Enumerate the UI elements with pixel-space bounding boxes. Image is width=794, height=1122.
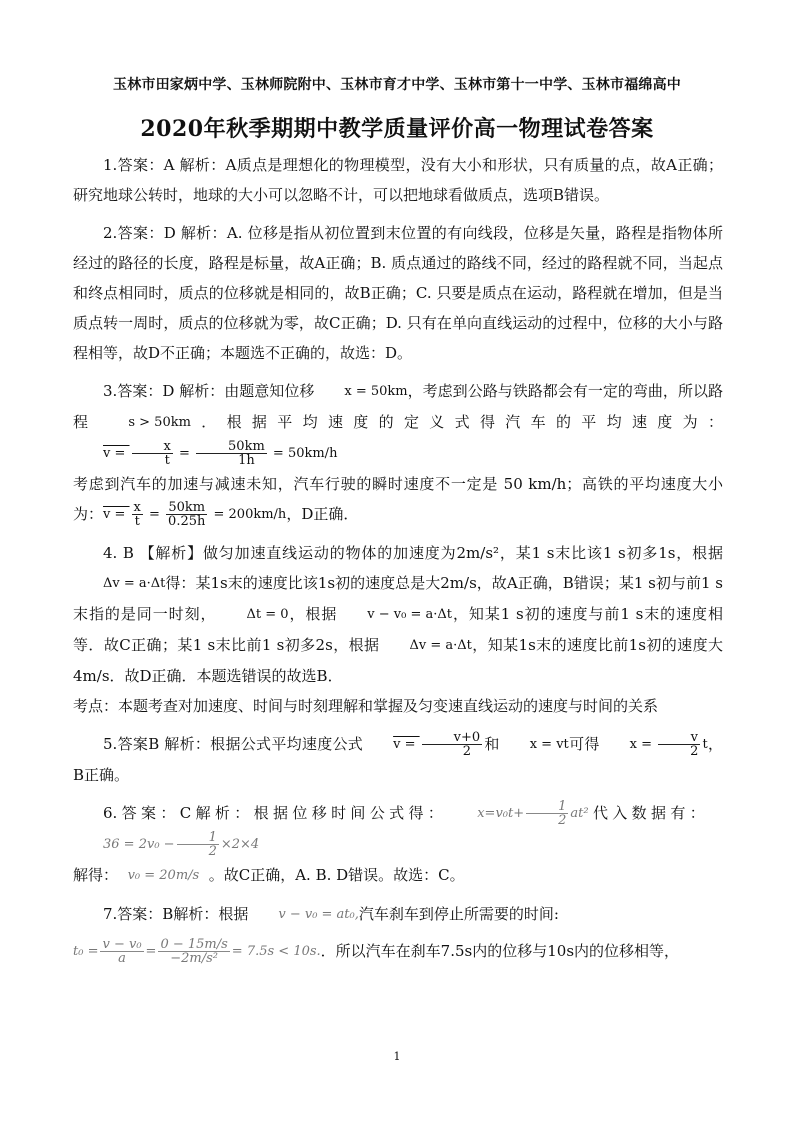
- formula-equals: =: [144, 507, 165, 522]
- formula-v0-result: v₀ = 20m/s: [127, 868, 200, 883]
- fraction-numerator: 50km: [166, 501, 207, 515]
- answer-6-text-4: 。故C正确，A. B. D错误。故选：C。: [208, 866, 465, 884]
- fraction-denominator: a: [118, 951, 126, 966]
- fraction: [158, 938, 229, 965]
- fraction-numerator: 50km: [196, 440, 267, 454]
- answer-6-text-1: 6.答案：C解析：根据位移时间公式得：: [103, 804, 448, 822]
- answer-4-text-3: ，根据: [288, 605, 338, 623]
- fraction-denominator: 2: [558, 813, 567, 828]
- fraction-numerator: 1: [526, 800, 568, 814]
- formula-equals: =: [174, 446, 195, 461]
- answer-7-text-3: ．所以汽车在刹车7.5s内的位移与10s内的位移相等，: [320, 942, 680, 960]
- answer-5-text-3: 可得: [568, 735, 600, 753]
- formula-delta-v: Δv = a·Δt: [103, 576, 166, 591]
- answer-5-text-4: ，B正确。: [73, 735, 723, 784]
- fraction-numerator: v: [658, 731, 700, 745]
- answer-6-continued: [73, 860, 723, 891]
- fraction-numerator: v+0: [422, 731, 483, 745]
- fraction-numerator: 0 − 15m/s: [160, 937, 228, 952]
- fraction: [526, 800, 568, 827]
- fraction-denominator: −2m/s²: [170, 951, 218, 966]
- answer-3-text-5: ，D正确．: [286, 505, 359, 523]
- formula-rail-avg-speed: [103, 500, 286, 530]
- answer-3-text-1: 3.答案：D 解析：由题意知位移: [103, 382, 315, 400]
- formula-stop-time: [73, 937, 321, 967]
- answer-3: [73, 376, 723, 469]
- fraction: [422, 731, 483, 758]
- formula-velocity-change: v − v₀ = a·Δt: [367, 607, 453, 622]
- fraction-denominator: 1h: [238, 453, 255, 468]
- fraction-numerator: 1: [177, 831, 219, 845]
- answer-4-kaodian: 考点：本题考查对加速度、时间与时刻理解和掌握及匀变速直线运动的速度与时间的关系: [73, 697, 659, 715]
- answer-body: [73, 150, 723, 967]
- formula-result: = 50km/h: [268, 446, 338, 461]
- formula-delta-t: Δt = 0: [246, 607, 289, 622]
- fraction: [196, 440, 267, 467]
- formula-rhs: t: [702, 737, 708, 752]
- fraction: [100, 938, 143, 965]
- answer-4-text-5: ，知某1s末的速度比前1s初的速度大4m/s．故D正确．本题选错误的故选B．: [73, 636, 723, 685]
- formula-v-v0-at0: v − v₀ = at₀,: [278, 907, 359, 922]
- fraction-denominator: 0.25h: [168, 514, 206, 529]
- answer-6-text-2: 代入数据有：: [588, 804, 710, 822]
- formula-lhs: x =: [629, 737, 657, 752]
- answer-7-text-1: 7.答案：B解析：根据: [103, 905, 249, 923]
- formula-displacement: x = 50km: [344, 384, 408, 399]
- formula-lhs: v =: [103, 446, 130, 461]
- formula-rhs: at²: [570, 806, 589, 821]
- formula-lhs: t₀ =: [73, 944, 99, 959]
- formula-delta-v-2: Δv = a·Δt: [409, 638, 472, 653]
- answer-5-text-1: 5.答案B 解析：根据公式平均速度公式: [103, 735, 364, 753]
- formula-rhs: ×2×4: [220, 837, 260, 852]
- answer-2: 2.答案：D 解析：A. 位移是指从初位置到末位置的有向线段，位移是矢量，路程是指物体所经过的路径的长度，路程是标量，故A正确；B. 质点通过的路线不同，经过的路程就不同，当起点和终点相同时，质点的位移就是相同的，故B正确；C. 只要是质点在运动，路程就在增加，但是当质点转一周时，质点的位移就为零，故C正确；D. 只有在单向直线运动的过程中，位移的大小与路程相等，故D不正确；本题选不正确的，故选：D。: [73, 224, 723, 362]
- fraction-denominator: 2: [690, 744, 699, 759]
- answer-3-text-3: ．根据平均速度的定义式得汽车的平均速度为：: [190, 413, 723, 431]
- formula-lhs: x=v₀t+: [477, 806, 525, 821]
- answer-4: [73, 538, 723, 691]
- formula-lhs: v =: [103, 507, 130, 522]
- formula-result: = 200km/h: [209, 507, 287, 522]
- answer-7-continued: [73, 936, 723, 967]
- answer-3-text-4: 考虑到汽车的加速与减速未知，汽车行驶的瞬时速度不一定是 50 km/h；高铁的平均速度大小为：: [73, 475, 723, 523]
- answer-4-text-1: 4. B 【解析】做匀加速直线运动的物体的加速度为2m/s²，某1 s末比该1 s初多1s，根据: [103, 544, 723, 562]
- formula-car-avg-speed: [73, 439, 337, 469]
- formula-lhs: v =: [393, 737, 420, 752]
- answer-5-text-2: 和: [484, 735, 500, 753]
- fraction: [132, 501, 143, 528]
- answer-6-text-3: 解得：: [73, 866, 119, 884]
- fraction: [177, 831, 219, 858]
- fraction-numerator: x: [133, 500, 141, 515]
- formula-path: s > 50km: [128, 415, 191, 430]
- answer-3-continued: [73, 469, 723, 530]
- answer-4-text-2: 得：某1s末的速度比该1s初的速度总是大2m/s，故A正确，B错误；某1 s初与前1 s末指的是同一时刻，: [73, 574, 723, 623]
- answer-5: [73, 729, 723, 790]
- fraction: [658, 731, 700, 758]
- fraction-numerator: v − v₀: [102, 937, 142, 952]
- fraction-numerator: x: [132, 440, 173, 454]
- answer-7-text-2: 汽车刹车到停止所需要的时间:: [358, 905, 559, 923]
- fraction-denominator: t: [164, 453, 170, 468]
- formula-x-result: [600, 730, 708, 760]
- fraction-denominator: 2: [208, 844, 217, 859]
- school-list-header: 玉林市田家炳中学、玉林师院附中、玉林市育才中学、玉林市第十一中学、玉林市福绵高中: [113, 77, 681, 93]
- answer-3-text-2: ，考虑到公路与铁路都会有一定的弯曲，所以路程: [73, 382, 723, 431]
- answer-6: [73, 798, 723, 860]
- fraction: [166, 501, 207, 528]
- formula-displacement-time: [447, 799, 588, 829]
- page-number: 1: [393, 1050, 401, 1063]
- formula-result: = 7.5s < 10s.: [231, 944, 321, 959]
- formula-substitution: [73, 830, 259, 860]
- page-title: 2020年秋季期期中教学质量评价高一物理试卷答案: [140, 116, 654, 142]
- formula-x-vt: x = vt: [529, 737, 569, 752]
- formula-lhs: 36 = 2v₀ −: [103, 837, 175, 852]
- fraction-denominator: t: [134, 514, 140, 529]
- fraction: [132, 440, 173, 467]
- answer-7: [73, 899, 723, 930]
- answer-4-text-4: ，知某1 s初的速度与前1 s末的速度相等．故C正确；某1 s末比前1 s初多2s，根据: [73, 605, 723, 654]
- fraction-denominator: 2: [462, 744, 471, 759]
- answer-1: 1.答案：A 解析：A质点是理想化的物理模型，没有大小和形状，只有质量的点，故A正确；研究地球公转时，地球的大小可以忽略不计，可以把地球看做质点，选项B错误。: [73, 156, 723, 204]
- formula-avg-velocity: [363, 730, 484, 760]
- formula-equals: =: [145, 944, 157, 959]
